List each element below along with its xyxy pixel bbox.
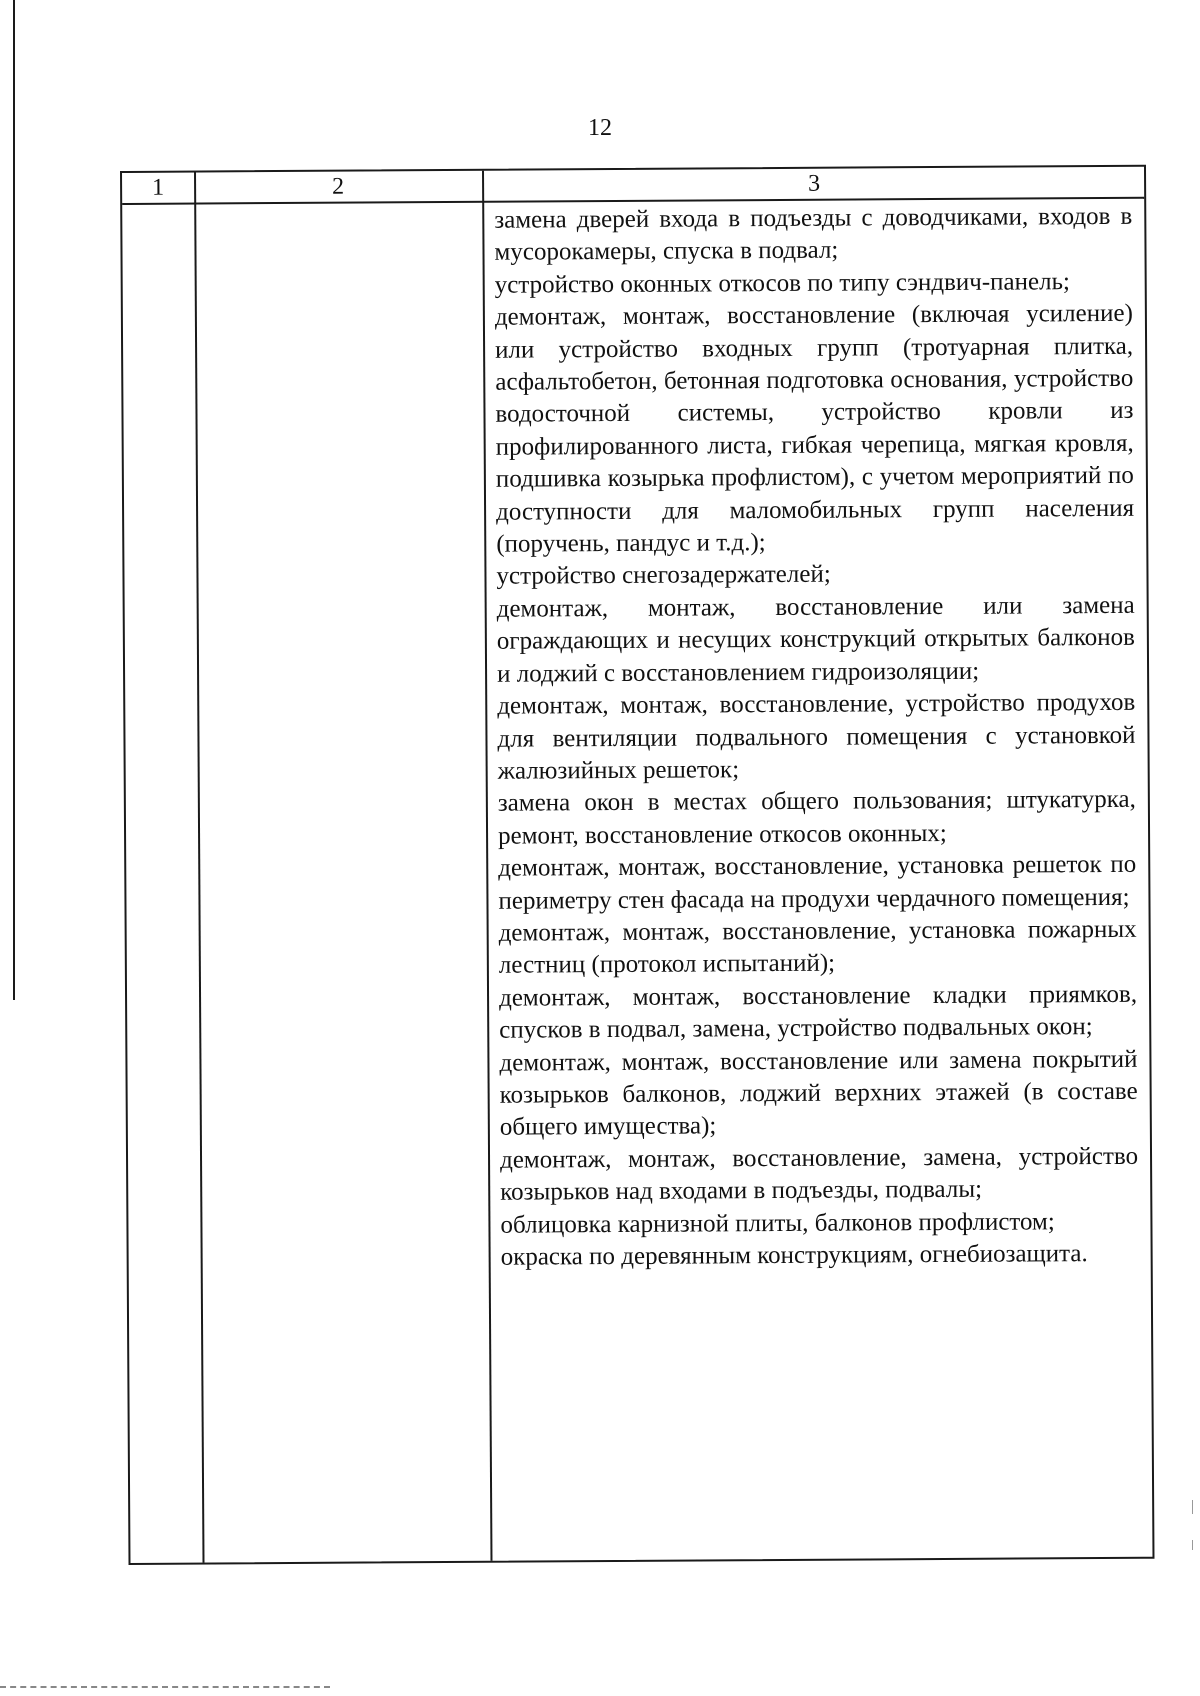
scan-bottom-dashes — [0, 1686, 330, 1688]
column-3-content — [494, 201, 1139, 1274]
header-cell-2: 2 — [332, 173, 345, 200]
work-item: замена дверей входа в подъезды с доводчиками, входов в мусорокамеры, спуска в подвал; — [494, 202, 1133, 267]
work-item: демонтаж, монтаж, восстановление, установка пожарных лестниц (протокол испытаний); — [498, 915, 1137, 980]
header-cell-1: 1 — [152, 174, 165, 201]
work-item: устройство оконных откосов по типу сэндвич-панель; — [494, 268, 1070, 299]
work-item: окраска по деревянным конструкциям, огнебиозащита. — [500, 1240, 1088, 1271]
work-item: демонтаж, монтаж, восстановление или замена ограждающих и несущих конструкций открытых балконов и лоджий с восстановлением гидроизоляции; — [496, 591, 1135, 688]
work-item: демонтаж, монтаж, восстановление (включая усиление) или устройство входных групп (тротуарная плитка, асфальтобетон, бетонная подготовка основания, устройство водосточной системы, устройство кровли из профилированного листа, гибкая черепица, мягкая кровля, подшивка козырька профлистом), с учетом мероприятий по доступности для маломобильных групп населения (поручень, пандус и т.д.); — [494, 300, 1135, 558]
scan-edge-mark — [1192, 1540, 1193, 1550]
scan-edge-mark — [1192, 1500, 1193, 1514]
work-item: демонтаж, монтаж, восстановление, замена, устройство козырьков над входами в подъезды, подвалы; — [499, 1142, 1139, 1206]
column-divider-2 — [482, 171, 492, 1561]
page-number: 12 — [588, 115, 612, 141]
works-table — [120, 165, 1154, 1565]
work-item: демонтаж, монтаж, восстановление или замена покрытий козырьков балконов, лоджий верхних этажей (в составе общего имущества); — [499, 1045, 1138, 1142]
header-cell-3: 3 — [808, 170, 821, 197]
scan-edge-line — [13, 0, 15, 1000]
work-item: облицовка карнизной плиты, балконов профлистом; — [500, 1207, 1055, 1239]
work-item: демонтаж, монтаж, восстановление, установка решеток по периметру стен фасада на продухи чердачного помещения; — [498, 850, 1137, 915]
work-item: замена окон в местах общего пользования; штукатурка, ремонт, восстановление откосов оконных; — [497, 786, 1136, 850]
work-item: демонтаж, монтаж, восстановление, устройство продухов для вентиляции подвального помещения с установкой жалюзийных решеток; — [497, 688, 1136, 785]
work-item: демонтаж, монтаж, восстановление кладки приямков, спусков в подвал, замена, устройство подвальных окон; — [498, 980, 1138, 1044]
column-divider-1 — [194, 173, 204, 1563]
work-item: устройство снегозадержателей; — [496, 561, 831, 591]
